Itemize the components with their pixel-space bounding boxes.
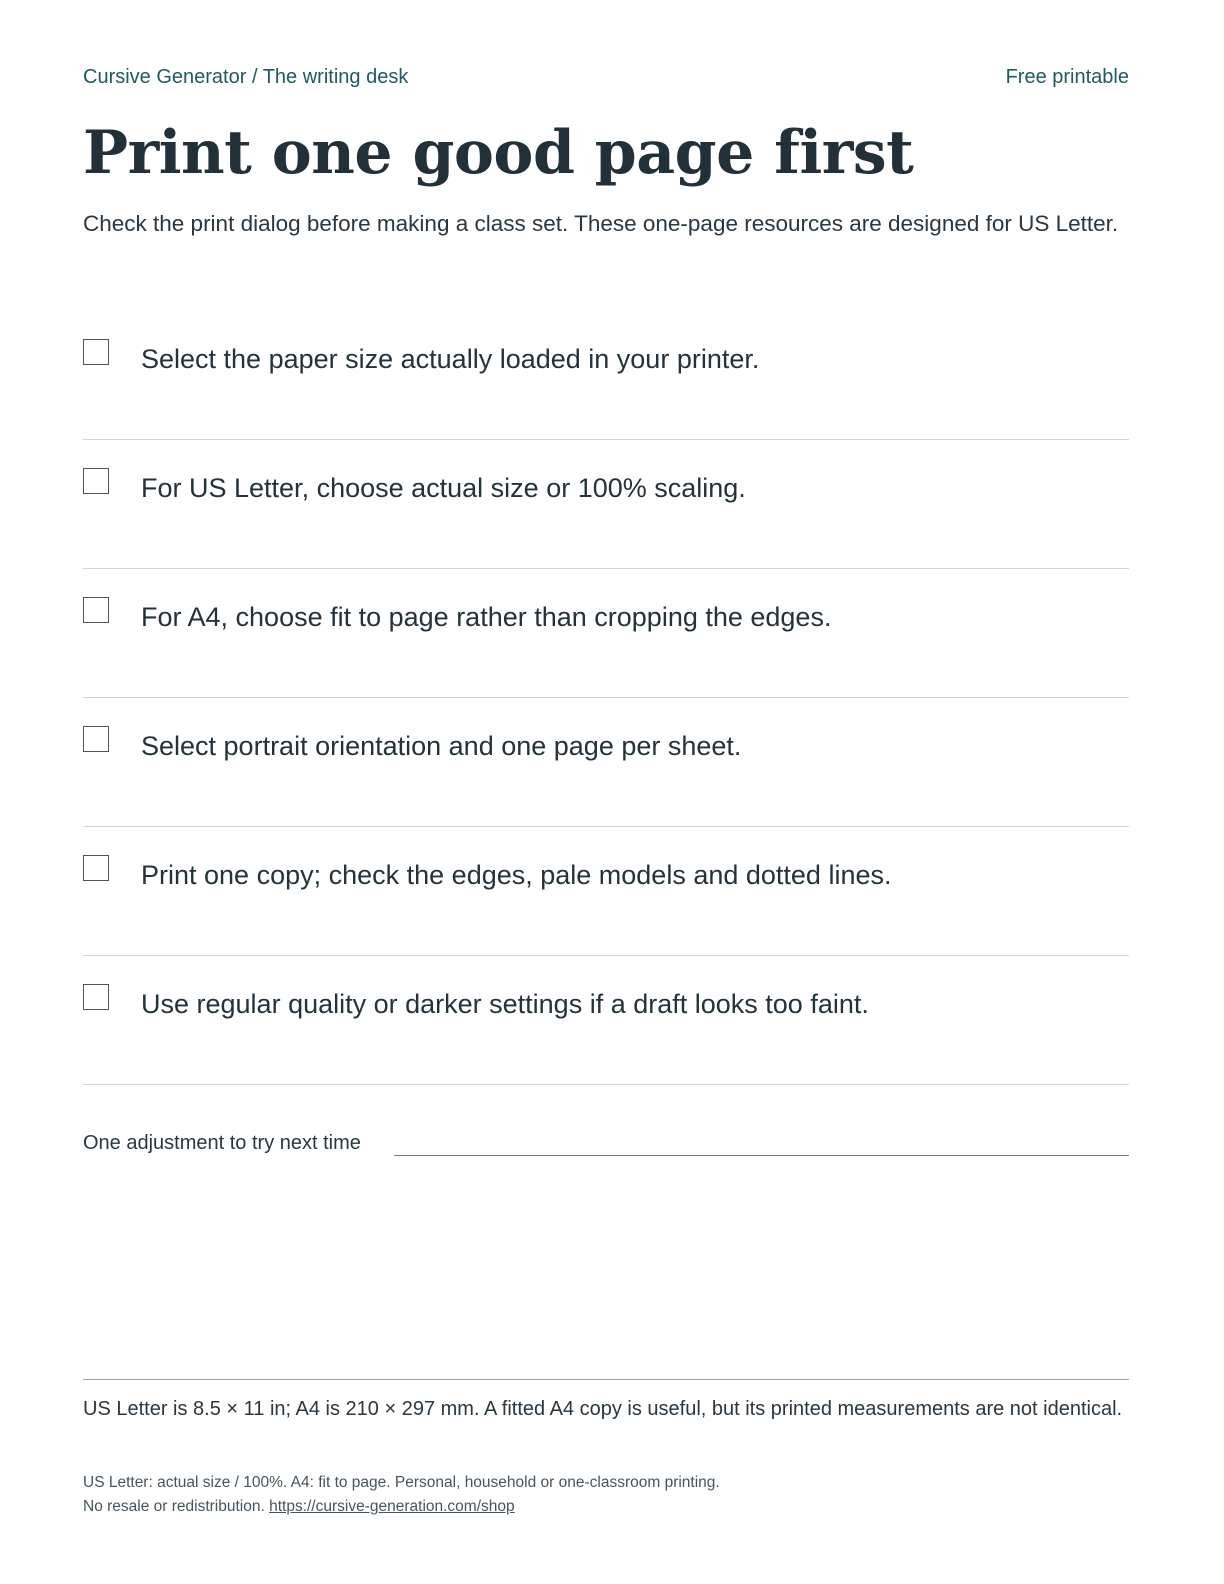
checklist-item bbox=[83, 698, 1129, 827]
printable-page bbox=[83, 0, 1129, 1584]
fine-print-line-2: No resale or redistribution. bbox=[83, 1498, 265, 1515]
print-checklist bbox=[83, 311, 1129, 1085]
adjustment-label: One adjustment to try next time bbox=[83, 1132, 361, 1154]
checklist-item-label: Select portrait orientation and one page per sheet. bbox=[141, 731, 742, 761]
free-printable-label: Free printable bbox=[1005, 66, 1129, 88]
intro-text: Check the print dialog before making a class set. These one-page resources are designed for US Letter. bbox=[83, 211, 1119, 236]
checklist-item bbox=[83, 956, 1129, 1085]
checkbox[interactable] bbox=[83, 339, 109, 365]
page-title: Print one good page first bbox=[83, 118, 914, 188]
adjustment-write-in-line[interactable] bbox=[394, 1153, 1129, 1156]
checkbox[interactable] bbox=[83, 597, 109, 623]
adjustment-row bbox=[83, 1130, 1129, 1160]
checklist-item-label: Print one copy; check the edges, pale models and dotted lines. bbox=[141, 860, 892, 890]
fine-print-line-1: US Letter: actual size / 100%. A4: fit to page. Personal, household or one-classroom printing. bbox=[83, 1474, 720, 1491]
checkbox[interactable] bbox=[83, 726, 109, 752]
checkbox[interactable] bbox=[83, 468, 109, 494]
fine-print bbox=[83, 1471, 1129, 1519]
checklist-item-label: For US Letter, choose actual size or 100% scaling. bbox=[141, 473, 746, 503]
shop-link[interactable]: https://cursive-generation.com/shop bbox=[269, 1498, 515, 1515]
checklist-item bbox=[83, 569, 1129, 698]
checklist-item bbox=[83, 827, 1129, 956]
checklist-item-label: Select the paper size actually loaded in your printer. bbox=[141, 344, 760, 374]
breadcrumb: Cursive Generator / The writing desk bbox=[83, 66, 409, 88]
top-bar bbox=[83, 66, 1129, 89]
checklist-item-label: For A4, choose fit to page rather than cropping the edges. bbox=[141, 602, 832, 632]
checkbox[interactable] bbox=[83, 984, 109, 1010]
checklist-item bbox=[83, 311, 1129, 440]
checklist-item-label: Use regular quality or darker settings if a draft looks too faint. bbox=[141, 989, 869, 1019]
checkbox[interactable] bbox=[83, 855, 109, 881]
paper-size-note: US Letter is 8.5 × 11 in; A4 is 210 × 297 mm. A fitted A4 copy is useful, but its printed measurements are not identical. bbox=[83, 1398, 1123, 1420]
checklist-item bbox=[83, 440, 1129, 569]
footer-divider bbox=[83, 1379, 1129, 1380]
